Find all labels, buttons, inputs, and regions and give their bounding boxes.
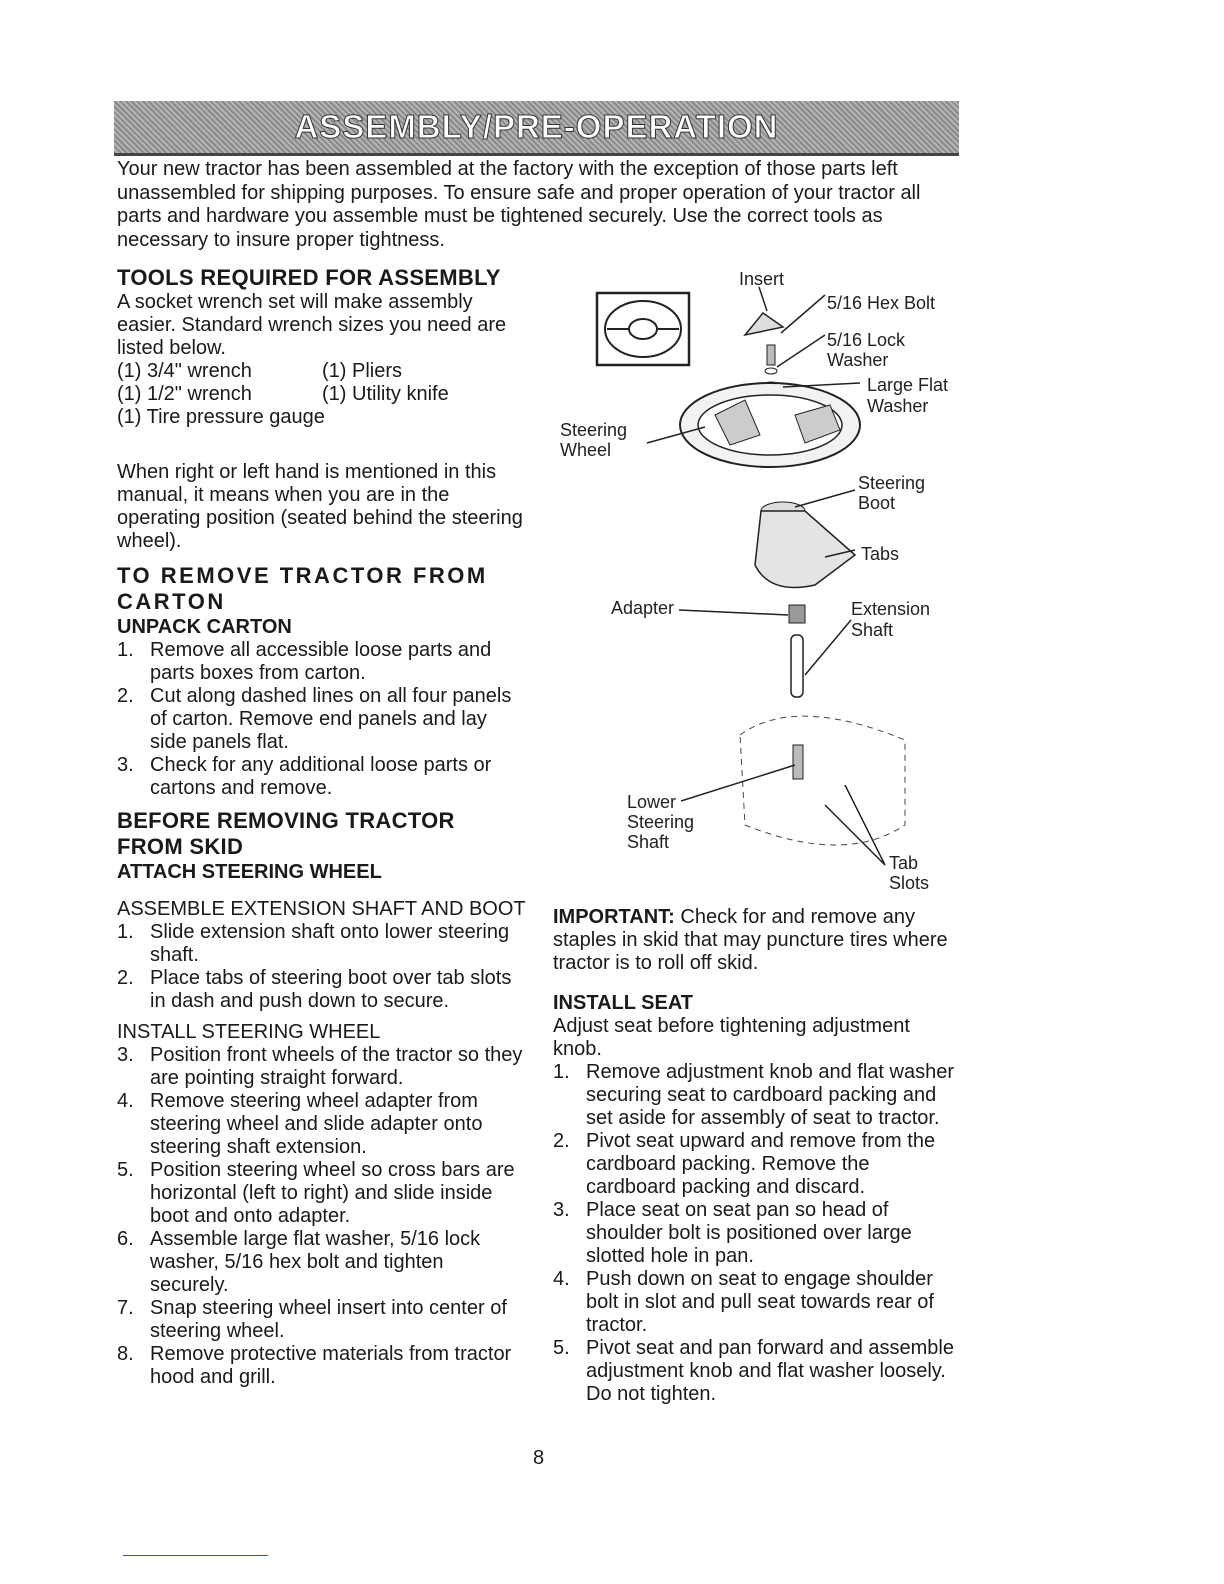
- install-seat-heading: INSTALL SEAT: [553, 992, 693, 1014]
- steering-assembly-diagram: [555, 265, 965, 905]
- unpack-steps: [117, 639, 527, 800]
- install-wheel-subheading: INSTALL STEERING WHEEL: [117, 1021, 381, 1043]
- list-item: 3. Place seat on seat pan so head of shoulder bolt is positioned over large slotted hole in pan.: [553, 1199, 912, 1267]
- label-lower-steering-shaft: Lower: [627, 792, 677, 812]
- extension-steps: [117, 921, 527, 1013]
- tool-item: (1) Utility knife: [322, 383, 449, 405]
- list-item: 3. Check for any additional loose parts or cartons and remove.: [117, 754, 492, 799]
- svg-text:Shaft: Shaft: [627, 832, 670, 852]
- important-note: IMPORTANT: Check for and remove any staples in skid that may puncture tires where tractor is to roll off skid.: [553, 906, 948, 974]
- list-item: 1. Remove adjustment knob and flat washer securing seat to cardboard packing and set aside for assembly of seat to tractor.: [553, 1061, 954, 1129]
- list-item: 2. Place tabs of steering boot over tab slots in dash and push down to secure.: [117, 967, 512, 1012]
- list-item: 1. Remove all accessible loose parts and parts boxes from carton.: [117, 639, 492, 684]
- list-item: 1. Slide extension shaft onto lower steering shaft.: [117, 921, 510, 966]
- svg-text:Slots: Slots: [889, 873, 930, 893]
- label-insert: Insert: [739, 269, 785, 289]
- unpack-heading: UNPACK CARTON: [117, 616, 292, 638]
- svg-text:Steering: Steering: [627, 812, 695, 832]
- list-item: 2. Cut along dashed lines on all four panels of carton. Remove end panels and lay side panels flat.: [117, 685, 512, 753]
- svg-text:Washer: Washer: [827, 350, 889, 370]
- hand-note: When right or left hand is mentioned in this manual, it means when you are in the operating position (seated behind the steering wheel).: [117, 461, 523, 552]
- list-item: 5. Pivot seat and pan forward and assemble adjustment knob and flat washer loosely. Do not tighten.: [553, 1337, 954, 1405]
- list-item: 8. Remove protective materials from tractor hood and grill.: [117, 1343, 512, 1388]
- skid-heading: BEFORE REMOVING TRACTOR FROM SKID: [117, 808, 455, 859]
- list-item: 7. Snap steering wheel insert into center of steering wheel.: [117, 1297, 507, 1342]
- list-item: 6. Assemble large flat washer, 5/16 lock washer, 5/16 hex bolt and tighten securely.: [117, 1228, 481, 1296]
- label-lock-washer: 5/16 Lock: [827, 330, 906, 350]
- hex-bolt-icon: [767, 345, 775, 365]
- tools-list: [117, 360, 527, 429]
- page-number: 8: [533, 1447, 545, 1469]
- list-item: 5. Position steering wheel so cross bars are horizontal (left to right) and slide inside boot and onto adapter.: [117, 1159, 515, 1227]
- label-adapter: Adapter: [611, 598, 675, 618]
- svg-text:Wheel: Wheel: [560, 440, 612, 460]
- footer-rule: [123, 1555, 268, 1556]
- seat-steps: [553, 1061, 963, 1406]
- left-column: [117, 265, 527, 1389]
- svg-text:Shaft: Shaft: [851, 620, 894, 640]
- svg-text:Boot: Boot: [858, 493, 896, 513]
- lock-washer-icon: [765, 368, 777, 374]
- label-steering-wheel: Steering: [560, 420, 628, 440]
- tools-heading: TOOLS REQUIRED FOR ASSEMBLY: [117, 265, 501, 290]
- attach-heading: ATTACH STEERING WHEEL: [117, 861, 382, 883]
- intro-paragraph: Your new tractor has been assembled at the factory with the exception of those parts left unassembled for shipping purposes. To ensure safe and proper operation of your tractor all parts and hardware you assemble must be tightened securely. Use the correct tools as necessary to insure proper tightness.: [117, 158, 921, 251]
- install-wheel-steps: [117, 1044, 527, 1389]
- dash-outline: [740, 716, 905, 845]
- tool-item: (1) 3/4" wrench: [117, 360, 252, 382]
- tools-text: A socket wrench set will make assembly easier. Standard wrench sizes you need are listed below.: [117, 291, 507, 359]
- list-item: 3. Position front wheels of the tractor so they are pointing straight forward.: [117, 1044, 523, 1089]
- label-tab-slots: Tab: [889, 853, 919, 873]
- extension-subheading: ASSEMBLE EXTENSION SHAFT AND BOOT: [117, 898, 526, 920]
- tool-item: (1) 1/2" wrench: [117, 383, 252, 405]
- right-column: [553, 906, 963, 1406]
- extension-shaft-icon: [791, 635, 803, 697]
- label-extension-shaft: Extension: [851, 599, 931, 619]
- insert-icon: [745, 313, 783, 335]
- svg-text:Washer: Washer: [867, 396, 929, 416]
- label-steering-boot: Steering: [858, 473, 926, 493]
- list-item: 4. Remove steering wheel adapter from steering wheel and slide adapter onto steering shaft extension.: [117, 1090, 483, 1158]
- label-large-flat-washer: Large Flat: [867, 375, 949, 395]
- section-title: ASSEMBLY/PRE-OPERATION: [294, 108, 779, 145]
- adapter-icon: [789, 605, 805, 623]
- label-hex-bolt: 5/16 Hex Bolt: [827, 293, 936, 313]
- lower-shaft-icon: [793, 745, 803, 779]
- list-item: 4. Push down on seat to engage shoulder bolt in slot and pull seat towards rear of tractor.: [553, 1268, 934, 1336]
- tool-item: (1) Tire pressure gauge: [117, 406, 325, 428]
- list-item: 2. Pivot seat upward and remove from the cardboard packing. Remove the cardboard packing and discard.: [553, 1130, 936, 1198]
- section-banner: [114, 101, 959, 156]
- seat-text: Adjust seat before tightening adjustment knob.: [553, 1015, 910, 1060]
- tool-item: (1) Pliers: [322, 360, 403, 382]
- label-tabs: Tabs: [861, 544, 900, 564]
- remove-heading: TO REMOVE TRACTOR FROM CARTON: [117, 563, 488, 614]
